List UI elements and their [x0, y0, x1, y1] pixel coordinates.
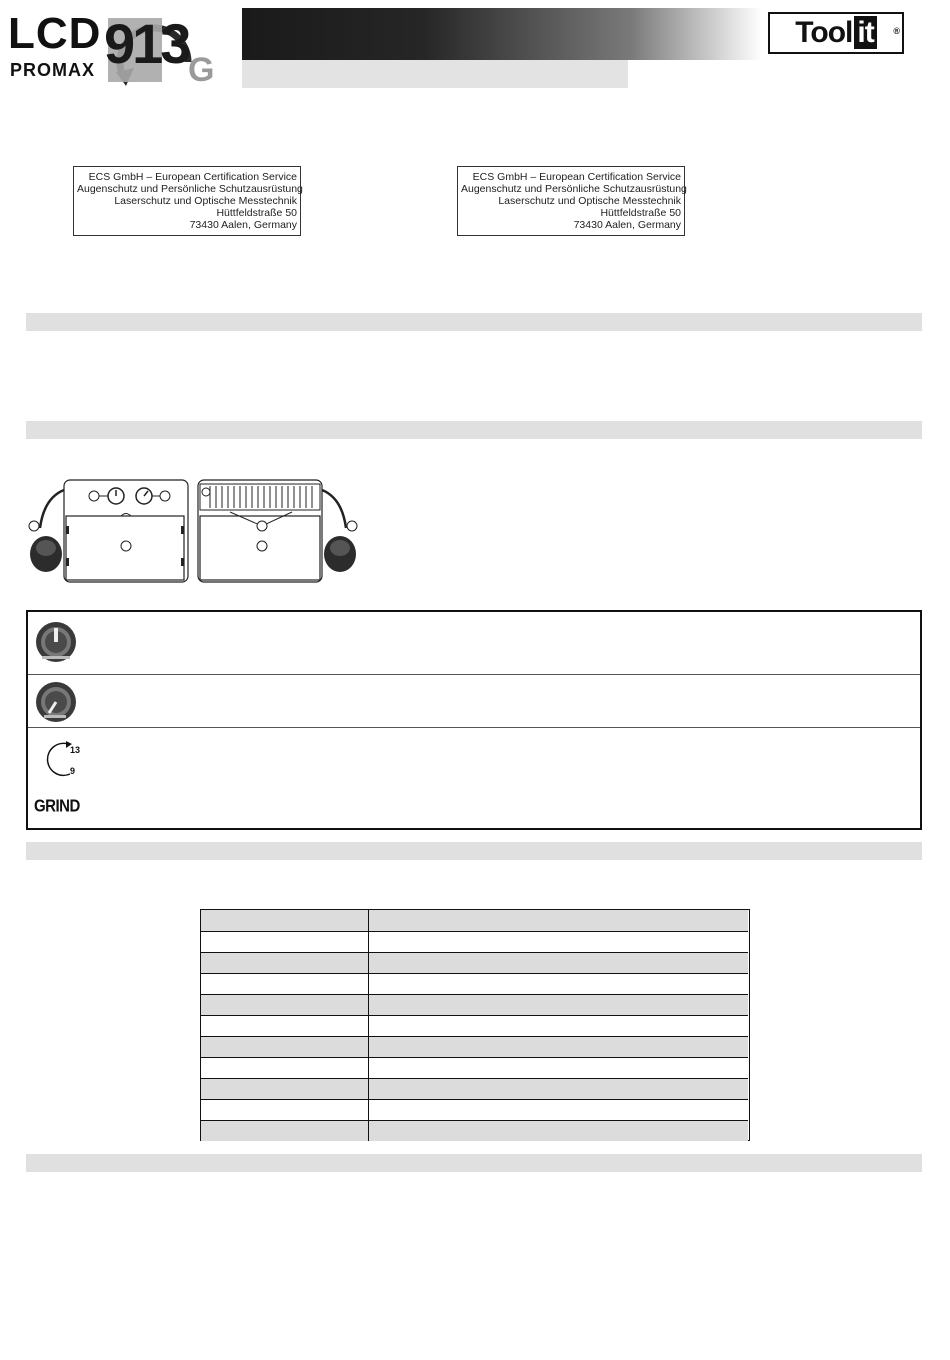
features-table [26, 610, 922, 830]
table-row [201, 931, 748, 952]
logo-model-number: 913 [104, 12, 189, 75]
certification-box [73, 166, 301, 236]
product-logo [8, 8, 223, 88]
table-row [201, 1057, 748, 1078]
logo-promax-text: PROMAX [10, 60, 96, 80]
feature-row-delay [28, 675, 920, 727]
feature-row-sensitivity [28, 612, 920, 674]
table-row [201, 1015, 748, 1036]
cert-line: 73430 Aalen, Germany [573, 219, 681, 231]
feature-row-shade-grind [28, 728, 920, 828]
cert-line: Laserschutz und Optische Messtechnik [114, 195, 297, 207]
cert-line: Hüttfeldstraße 50 [600, 207, 681, 219]
header-gradient-bar [242, 8, 762, 60]
brand-registered-mark: ® [893, 26, 899, 36]
cert-line: Augenschutz und Persönliche Schutzausrüstung [461, 183, 687, 195]
table-row [201, 1099, 748, 1120]
certification-box [457, 166, 685, 236]
table-row [201, 1078, 748, 1099]
brand-name: Tool [795, 16, 853, 49]
logo-lcd-text: LCD [8, 9, 102, 58]
section-header-bar [26, 1154, 922, 1172]
delay-knob-icon [34, 681, 78, 723]
section-header-bar [26, 842, 922, 860]
section-header-bar [26, 313, 922, 331]
shade-max-label: 13 [70, 745, 81, 755]
table-row [201, 1036, 748, 1057]
table-row [201, 973, 748, 994]
section-header-bar [26, 421, 922, 439]
header-subtitle-bar [242, 60, 628, 88]
cert-line: Hüttfeldstraße 50 [216, 207, 297, 219]
cert-line: Augenschutz und Persönliche Schutzausrüstung [77, 183, 303, 195]
table-row [201, 952, 748, 973]
cert-line: Laserschutz und Optische Messtechnik [498, 195, 681, 207]
cert-line: ECS GmbH – European Certification Service [88, 171, 297, 183]
brand-logo [768, 12, 904, 54]
grind-mode-label: GRIND [34, 796, 80, 817]
logo-variant-letter: G [188, 51, 215, 89]
filter-cartridge-diagram [26, 478, 362, 584]
sensitivity-knob-icon [34, 620, 78, 666]
table-row [201, 994, 748, 1015]
table-row [201, 910, 748, 931]
specifications-table [200, 909, 750, 1141]
cert-line: ECS GmbH – European Certification Service [472, 171, 681, 183]
brand-suffix: it [854, 16, 876, 49]
cert-line: 73430 Aalen, Germany [189, 219, 297, 231]
shade-min-label: 9 [70, 766, 76, 776]
table-row [201, 1120, 748, 1141]
